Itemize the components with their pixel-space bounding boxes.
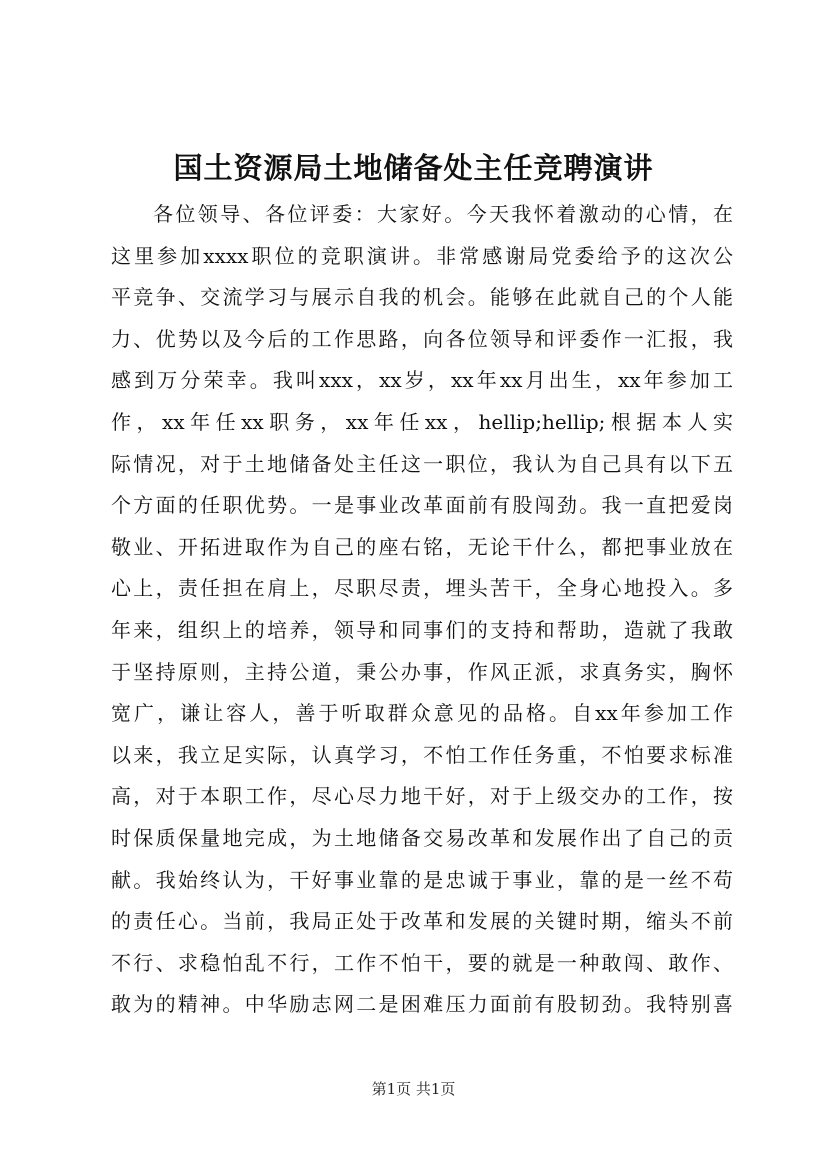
body-line: 时保质保量地完成，为土地储备交易改革和发展作出了自己的贡 <box>111 825 733 850</box>
body-line: 敢为的精神。中华励志网二是困难压力面前有股韧劲。我特别喜 <box>111 992 733 1017</box>
body-line: 高，对于本职工作，尽心尽力地干好，对于上级交办的工作，按 <box>111 784 733 809</box>
body-line: 以来，我立足实际，认真学习，不怕工作任务重，不怕要求标准 <box>111 742 733 767</box>
body-line: 各位领导、各位评委：大家好。今天我怀着激动的心情，在 <box>153 202 733 226</box>
body-line: 宽广，谦让容人，善于听取群众意见的品格。自xx年参加工作 <box>111 701 733 726</box>
document-body <box>111 194 733 1026</box>
body-line: 年来，组织上的培养，领导和同事们的支持和帮助，造就了我敢 <box>111 617 733 642</box>
body-line: 心上，责任担在肩上，尽职尽责，埋头苦干，全身心地投入。多 <box>111 576 733 601</box>
body-line: 作，xx年任xx职务，xx年任xx，hellip;hellip;根据本人实 <box>111 409 733 434</box>
body-line: 献。我始终认为，干好事业靠的是忠诚于事业，靠的是一丝不苟 <box>111 867 733 892</box>
body-line: 不行、求稳怕乱不行，工作不怕干，要的就是一种敢闯、敢作、 <box>111 950 733 975</box>
body-line: 于坚持原则，主持公道，秉公办事，作风正派，求真务实，胸怀 <box>111 659 733 684</box>
body-line: 力、优势以及今后的工作思路，向各位领导和评委作一汇报，我 <box>111 326 733 351</box>
body-line: 际情况，对于土地储备处主任这一职位，我认为自己具有以下五 <box>111 451 733 476</box>
body-line: 平竞争、交流学习与展示自我的机会。能够在此就自己的个人能 <box>111 285 733 310</box>
page-footer: 第1页 共1页 <box>371 1080 456 1098</box>
body-line: 敬业、开拓进取作为自己的座右铭，无论干什么，都把事业放在 <box>111 534 733 559</box>
body-line: 这里参加xxxx职位的竞职演讲。非常感谢局党委给予的这次公 <box>111 243 733 268</box>
document-title: 国土资源局土地储备处主任竞聘演讲 <box>173 151 654 185</box>
body-line: 个方面的任职优势。一是事业改革面前有股闯劲。我一直把爱岗 <box>111 493 733 518</box>
body-line: 感到万分荣幸。我叫xxx，xx岁，xx年xx月出生，xx年参加工 <box>111 368 733 393</box>
body-line: 的责任心。当前，我局正处于改革和发展的关键时期，缩头不前 <box>111 909 733 934</box>
